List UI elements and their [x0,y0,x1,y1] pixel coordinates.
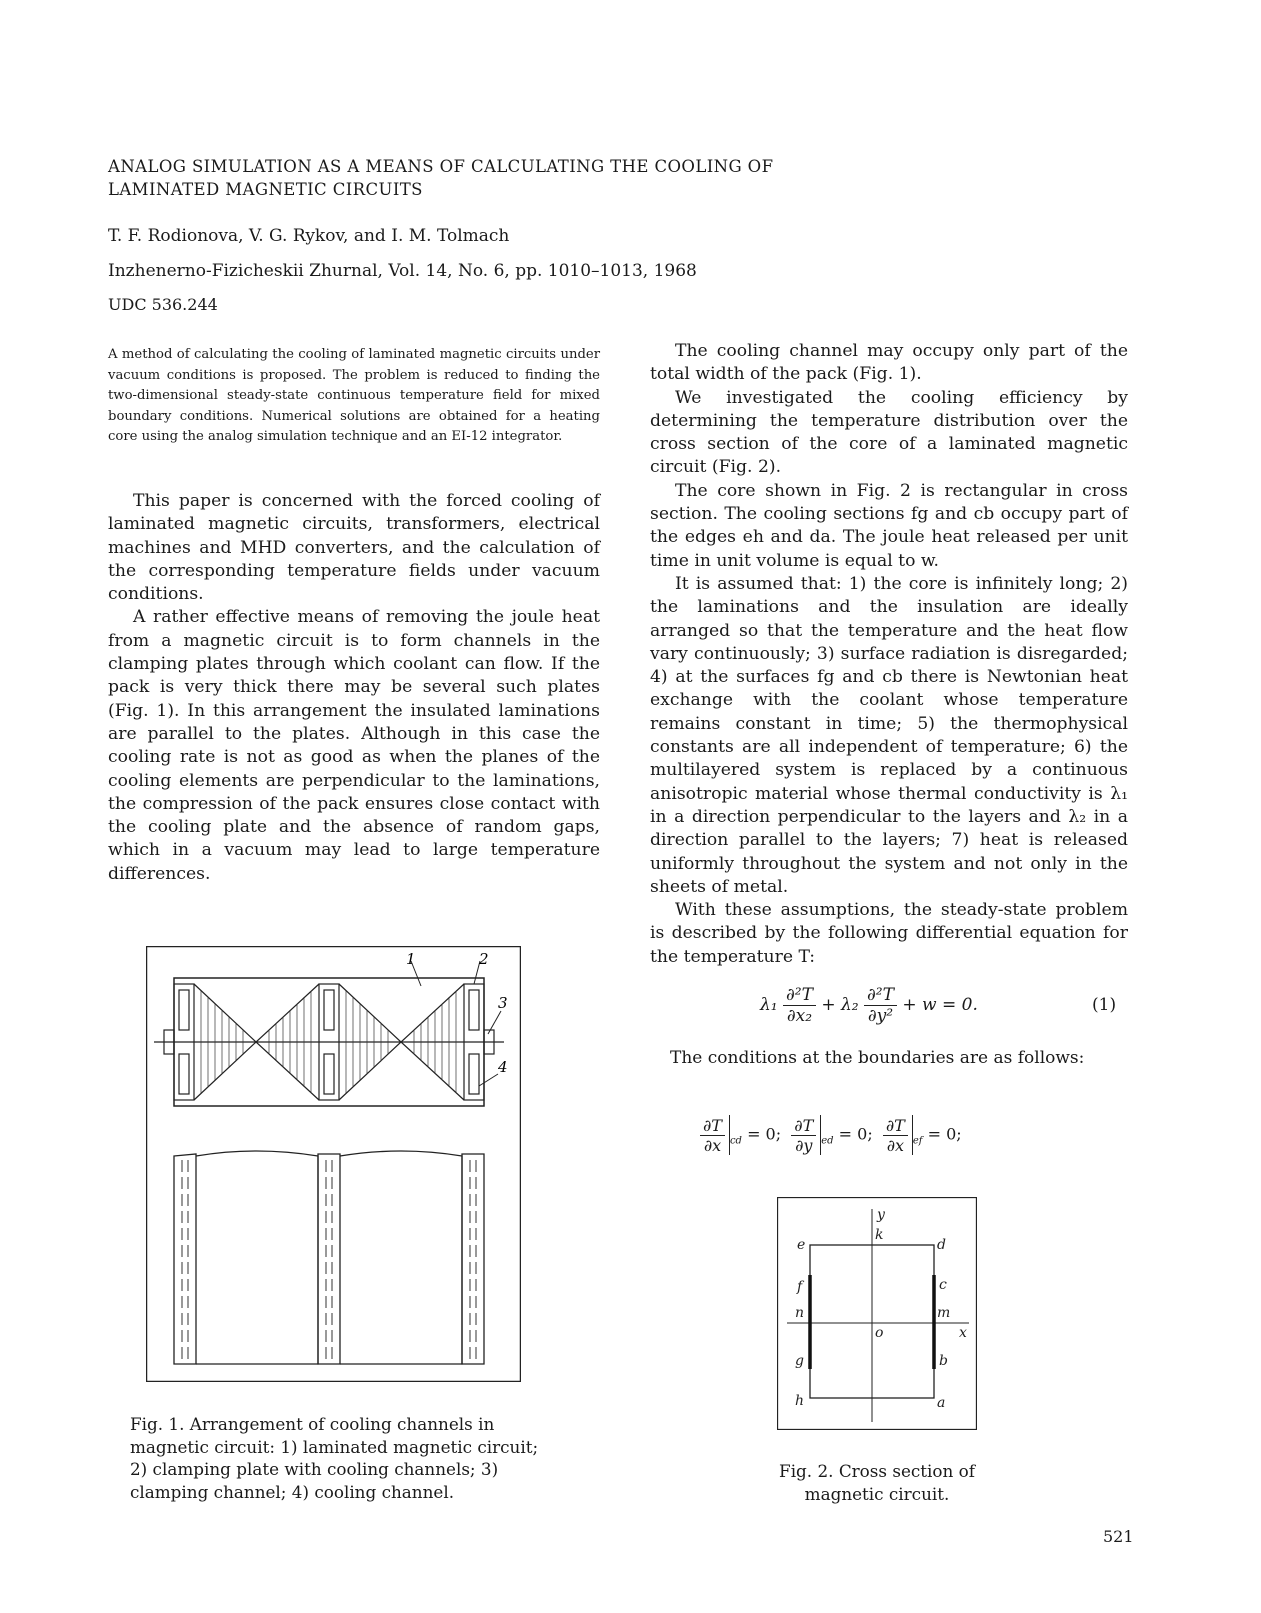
right-column [650,340,1128,899]
fig1-label-3: 3 [498,994,508,1012]
fig1-label-1: 1 [406,950,416,968]
fig2-label-b: b [939,1353,948,1369]
figure-2-diagram [777,1197,977,1430]
equation-number: (1) [1092,995,1117,1015]
fig2-label-a: a [937,1395,946,1411]
eq-fraction-x: $\frac{\text{∂²T}}{\text{∂x₂}}$ [783,985,816,1026]
page-number: 521 [1103,1527,1134,1546]
paragraph: This paper is concerned with the forced cooling of laminated magnetic circuits, transformers, electrical machines and MHD converters, and the calculation of the corresponding temperature fields under vacuum conditions. [108,491,600,605]
fig2-label-k: k [875,1227,884,1243]
fig2-label-d: d [937,1237,946,1253]
paragraph: The cooling channel may occupy only part of the total width of the pack (Fig. 1). [650,341,1128,385]
fig2-label-g: g [795,1353,804,1369]
udc-code: UDC 536.244 [108,295,218,314]
equation-1 [760,985,978,1026]
fig2-label-f: f [797,1279,803,1295]
right-column-lower [650,899,1128,969]
eq-lambda2: + λ₂ [821,995,859,1015]
fig2-label-e: e [797,1237,806,1253]
fig2-label-o: o [875,1325,884,1341]
paragraph: It is assumed that: 1) the core is infinitely long; 2) the laminations and the insulation are ideally arranged so that the temperature and the heat flow vary continuously; 3) surface radiation is disregarded; 4) at the surfaces fg and cb there is Newtonian heat exchange with the coolant whose temperature remains constant in time; 5) the thermophysical constants are all independent of temperature; 6) the multilayered system is replaced by a continuous anisotropic material whose thermal conductivity is λ₁ in a direction perpendicular to the layers and λ₂ in a direction parallel to the layers; 7) heat is released uniformly throughout the system and not only in the sheets of metal. [650,573,1128,897]
abstract: A method of calculating the cooling of laminated magnetic circuits under vacuum conditions is proposed. The problem is reduced to finding the two-dimensional steady-state continuous temperature field for mixed boundary conditions. Numerical solutions are obtained for a heating core using the analog simulation technique and an EI-12 integrator. [108,347,600,444]
paragraph: We investigated the cooling efficiency by determining the temperature distribution over the cross section of the core of a laminated magnetic circuit (Fig. 2). [650,387,1128,478]
fig2-label-c: c [939,1277,947,1293]
fig2-label-x: x [959,1325,967,1341]
fig2-label-h: h [795,1393,805,1409]
boundary-conditions: $\frac{\partial T}{\partial x}$ $_{cd}$ = 0; $\frac{\partial T}{\partial y}$ $_{ed}$ = 0; $\frac{\partial T}{\partial x}$ $_{ef}$ = 0; [700,1115,962,1155]
title-line-1: ANALOG SIMULATION AS A MEANS OF CALCULATING THE COOLING OF [108,157,774,176]
figure-1-caption: Fig. 1. Arrangement of cooling channels in magnetic circuit: 1) laminated magnetic circuit; 2) clamping plate with cooling channels; 3) clamping channel; 4) cooling channel. [130,1414,539,1502]
left-column [108,490,600,886]
eq-fraction-y: $\frac{\text{∂²T}}{\text{∂y²}}$ [864,985,897,1026]
paragraph: The core shown in Fig. 2 is rectangular in cross section. The cooling sections fg and cb occupy part of the edges eh and da. The joule heat released per unit time in unit volume is equal to w. [650,480,1128,571]
figure-1-diagram [146,946,521,1382]
fig1-label-4: 4 [498,1058,508,1076]
fig2-label-m: m [937,1305,951,1321]
paper-title [108,155,868,201]
paragraph: A rather effective means of removing the joule heat from a magnetic circuit is to form channels in the clamping plates through which coolant can flow. If the pack is very thick there may be several such plates (Fig. 1). In this arrangement the insulated laminations are parallel to the plates. Although in this case the cooling rate is not as good as when the planes of the cooling elements are perpendicular to the laminations, the compression of the pack ensures close contact with the cooling plate and the absence of random gaps, which in a vacuum may lead to large temperature differences. [108,607,600,884]
fig1-label-2: 2 [479,950,489,968]
boundary-intro: The conditions at the boundaries are as follows: [670,1048,1085,1068]
journal-citation: Inzhenerno-Fizicheskii Zhurnal, Vol. 14, No. 6, pp. 1010–1013, 1968 [108,261,697,281]
fig2-label-y: y [877,1207,885,1223]
eq-tail: + w = 0. [902,995,978,1015]
authors: T. F. Rodionova, V. G. Rykov, and I. M. Tolmach [108,226,510,246]
fig2-label-n: n [795,1305,805,1321]
paragraph: With these assumptions, the steady-state problem is described by the following differential equation for the temperature T: [650,900,1128,967]
figure-2-caption: Fig. 2. Cross section of magnetic circuit. [779,1461,975,1504]
eq-lambda1: λ₁ [760,995,778,1015]
title-line-2: LAMINATED MAGNETIC CIRCUITS [108,180,423,199]
